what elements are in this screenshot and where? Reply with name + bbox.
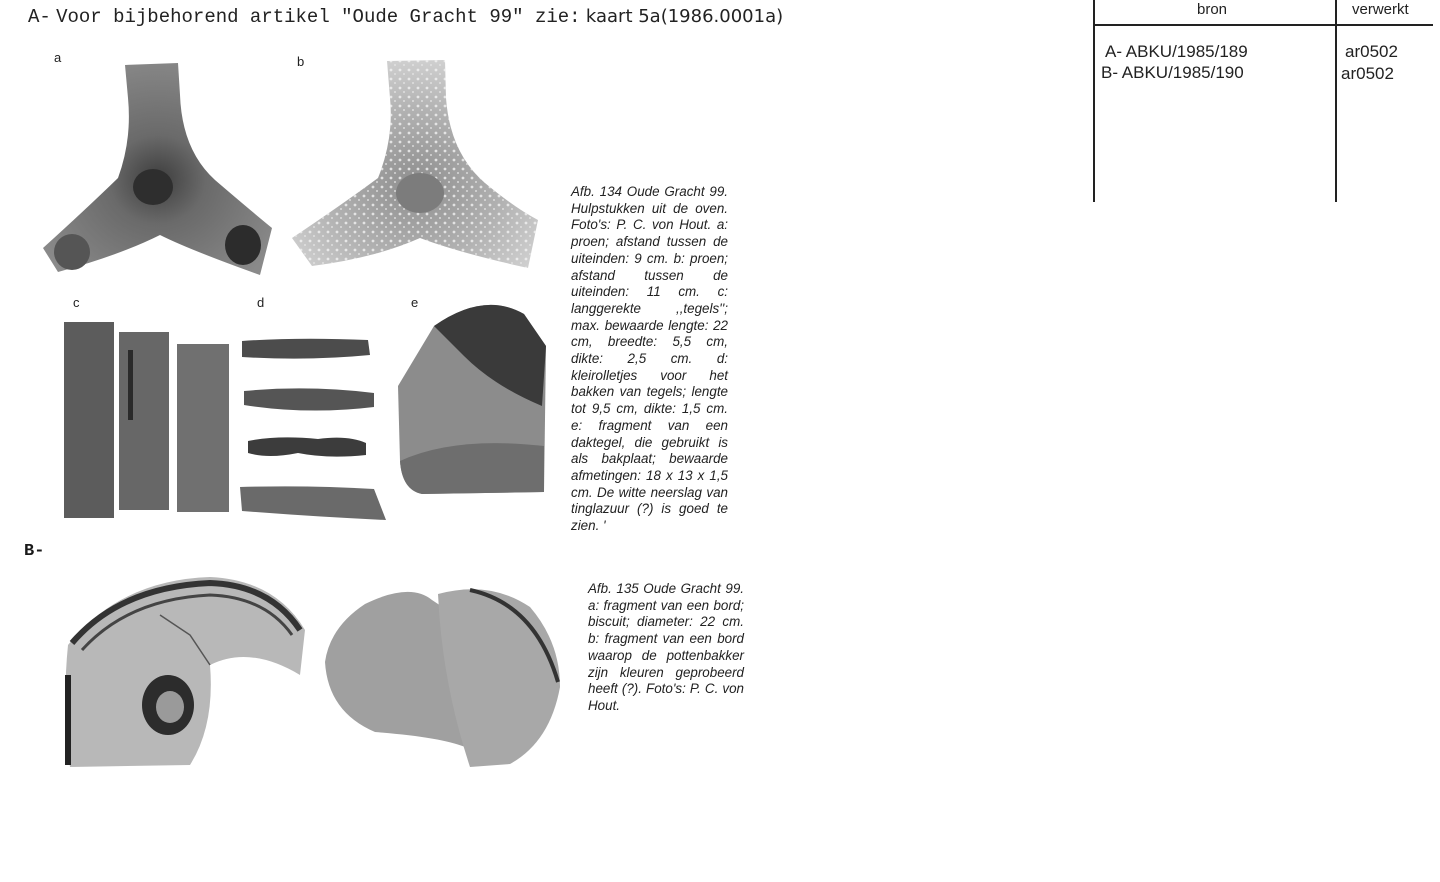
- source-table: [1093, 0, 1433, 202]
- photo-spur-b: [290, 58, 540, 273]
- photo-plate-fragment-b: [320, 582, 562, 772]
- caption-afb-135: Afb. 135 Oude Gracht 99. a: fragment van een bord; biscuit; diameter: 22 cm. b: fragment van een bord waarop de pottenbakker zijn kleuren geprobeerd heeft (?). Foto's: P. C. von Hout.: [588, 581, 744, 713]
- photo-clay-rolls-d: [238, 335, 388, 525]
- photo-roof-tile-e: [394, 296, 549, 496]
- header-text: Voor bijbehorend artikel "Oude Gracht 99" zie:: [56, 6, 581, 28]
- label-c: c: [73, 295, 80, 310]
- header-bron: bron: [1197, 1, 1228, 18]
- row-2-verwerkt: ar0502: [1341, 64, 1394, 83]
- row-1-bron: A- ABKU/1985/189: [1105, 42, 1248, 61]
- row-1-verwerkt: ar0502: [1345, 42, 1398, 61]
- row-2-bron: B- ABKU/1985/190: [1101, 63, 1244, 82]
- label-d: d: [257, 295, 265, 310]
- header-kaart: kaart 5a(1986.0001a): [585, 6, 784, 27]
- label-a: a: [54, 50, 62, 65]
- header-line: [28, 6, 783, 28]
- header-verwerkt: verwerkt: [1352, 1, 1409, 18]
- header-prefix: A-: [28, 6, 51, 28]
- label-e: e: [411, 295, 419, 310]
- photo-tiles-c: [62, 320, 234, 520]
- section-b-label: B-: [24, 542, 45, 561]
- caption-afb-134: Afb. 134 Oude Gracht 99. Hulpstukken uit de oven. Foto's: P. C. von Hout. a: proen; afstand tussen de uiteinden: 9 cm. b: proen; afstand tussen de uiteinden: 11 cm. c: langgerekte ,,tegels''; max. bewaarde lengte: 22 cm, breedte: 5,5 cm, dikte: 2,5 cm. d: kleirolletjes voor het bakken van tegels; lengte tot 9,5 cm, dikte: 1,5 cm. e: fragment van een daktegel, die gebruikt is als bakplaat; bewaarde afmetingen: 18 x 13 x 1,5 cm. De witte neerslag van tinglazuur (?) is goed te zien. ': [571, 184, 728, 534]
- photo-spur-a: [40, 60, 280, 285]
- photo-plate-fragment-a: [60, 575, 310, 770]
- label-b: b: [297, 54, 305, 69]
